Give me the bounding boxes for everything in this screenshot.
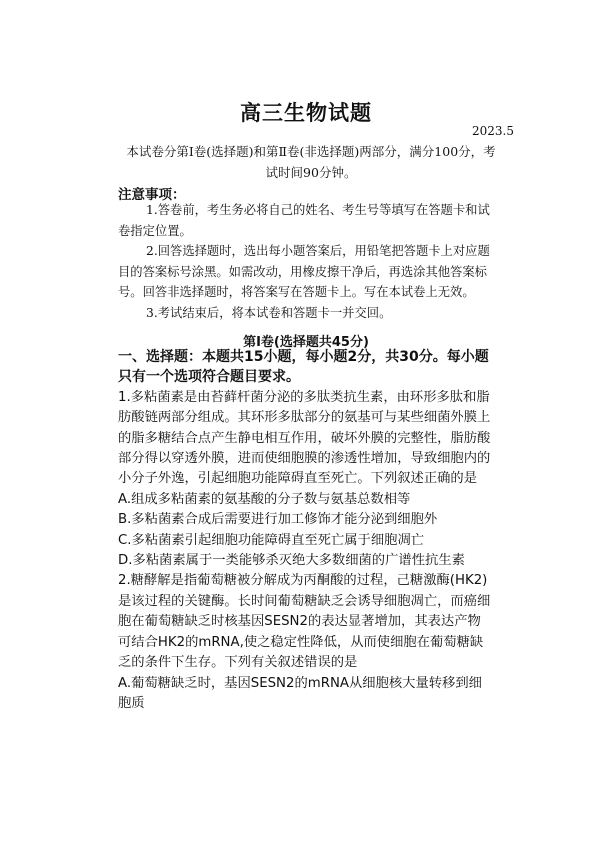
question-option: A.葡萄糖缺乏时，基因SESN2的mRNA从细胞核大量转移到细胞质: [118, 675, 482, 711]
exam-intro: 本试卷分第Ⅰ卷(选择题)和第Ⅱ卷(非选择题)两部分，满分100分，考试时间90分钟。: [126, 144, 496, 180]
page-title: 高三生物试题: [240, 101, 372, 125]
question-option: A.组成多粘菌素的氨基酸的分子数与氨基总数相等: [118, 491, 411, 507]
questions-body: [118, 347, 494, 714]
exam-date: 2023.5: [472, 124, 514, 138]
question-option: C.多粘菌素引起细胞功能障碍直至死亡属于细胞凋亡: [118, 532, 425, 548]
note-item: 1.答卷前，考生务必将自己的姓名、考生号等填写在答题卡和试卷指定位置。: [118, 203, 490, 238]
notes-heading: 注意事项：: [118, 187, 186, 203]
question-stem: 2.糖酵解是指葡萄糖被分解成为丙酮酸的过程，己糖激酶(HK2)是该过程的关键酶。长时间葡萄糖缺乏会诱导细胞凋亡，而癌细胞在葡萄糖缺乏时核基因SESN2的表达显著增加，其表达产物可结合HK2的mRNA,使之稳定性降低，从而使细胞在葡萄糖缺乏的条件下生存。下列有关叙述错误的是: [118, 573, 491, 671]
notes-list: [118, 200, 496, 323]
question-stem: 1.多粘菌素是由苔藓杆菌分泌的多肽类抗生素，由环形多肽和脂肪酸链两部分组成。其环形多肽部分的氨基可与某些细菌外膜上的脂多糖结合点产生静电相互作用，破坏外膜的完整性，脂肪酸部分得以穿透外膜，进而使细胞膜的渗透性增加，导致细胞内的小分子外逸，引起细胞功能障碍直至死亡。下列叙述正确的是: [118, 389, 491, 487]
question-option: D.多粘菌素属于一类能够杀灭绝大多数细菌的广谱性抗生素: [118, 553, 465, 569]
note-item: 3.考试结束后，将本试卷和答题卡一并交回。: [146, 305, 392, 320]
section-heading: 一、选择题：本题共15小题，每小题2分，共30分。每小题只有一个选项符合题目要求。: [118, 349, 489, 386]
part-heading: 第Ⅰ卷(选择题共45分): [243, 335, 369, 350]
note-item: 2.回答选择题时，选出每小题答案后，用铅笔把答题卡上对应题目的答案标号涂黑。如需改动，用橡皮擦干净后，再选涂其他答案标号。回答非选择题时，将答案写在答题卡上。写在本试卷上无效。: [118, 244, 490, 299]
question-option: B.多粘菌素合成后需要进行加工修饰才能分泌到细胞外: [118, 512, 438, 528]
